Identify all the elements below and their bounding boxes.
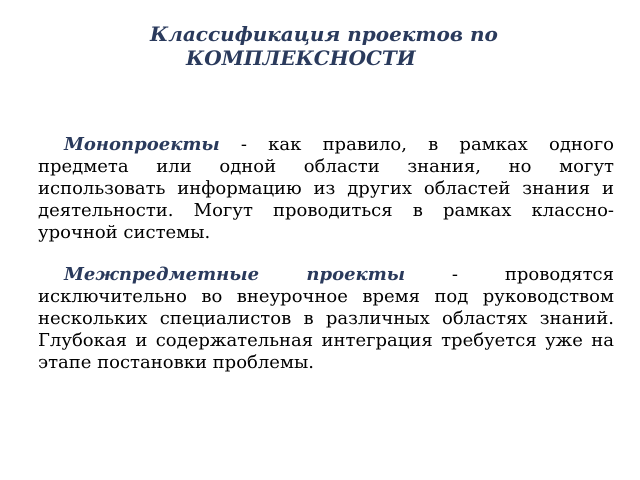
slide-title-line-1: Классификация проектов по xyxy=(150,22,498,46)
term-interdisciplinary-projects: Межпредметные проекты xyxy=(64,264,406,285)
term-monoprojects: Монопроекты xyxy=(64,134,220,155)
slide-title-line-2: КОМПЛЕКСНОСТИ xyxy=(186,46,416,70)
slide-title xyxy=(150,22,620,70)
paragraph-monoprojects-text: - как правило, в рамках одного предмета или одной области знания, но могут использовать информацию из других областей знания и деятельности. Могут проводиться в рамках классно-урочной системы. xyxy=(38,134,614,243)
paragraph-interdisciplinary-projects-text: - проводятся исключительно во внеурочное время под руководством нескольких специалистов в различных областях знаний. Глубокая и содержательная интеграция требуется уже на этапе постановки проблемы. xyxy=(38,264,614,373)
paragraph-monoprojects xyxy=(38,134,614,244)
paragraph-interdisciplinary-projects xyxy=(38,264,614,374)
